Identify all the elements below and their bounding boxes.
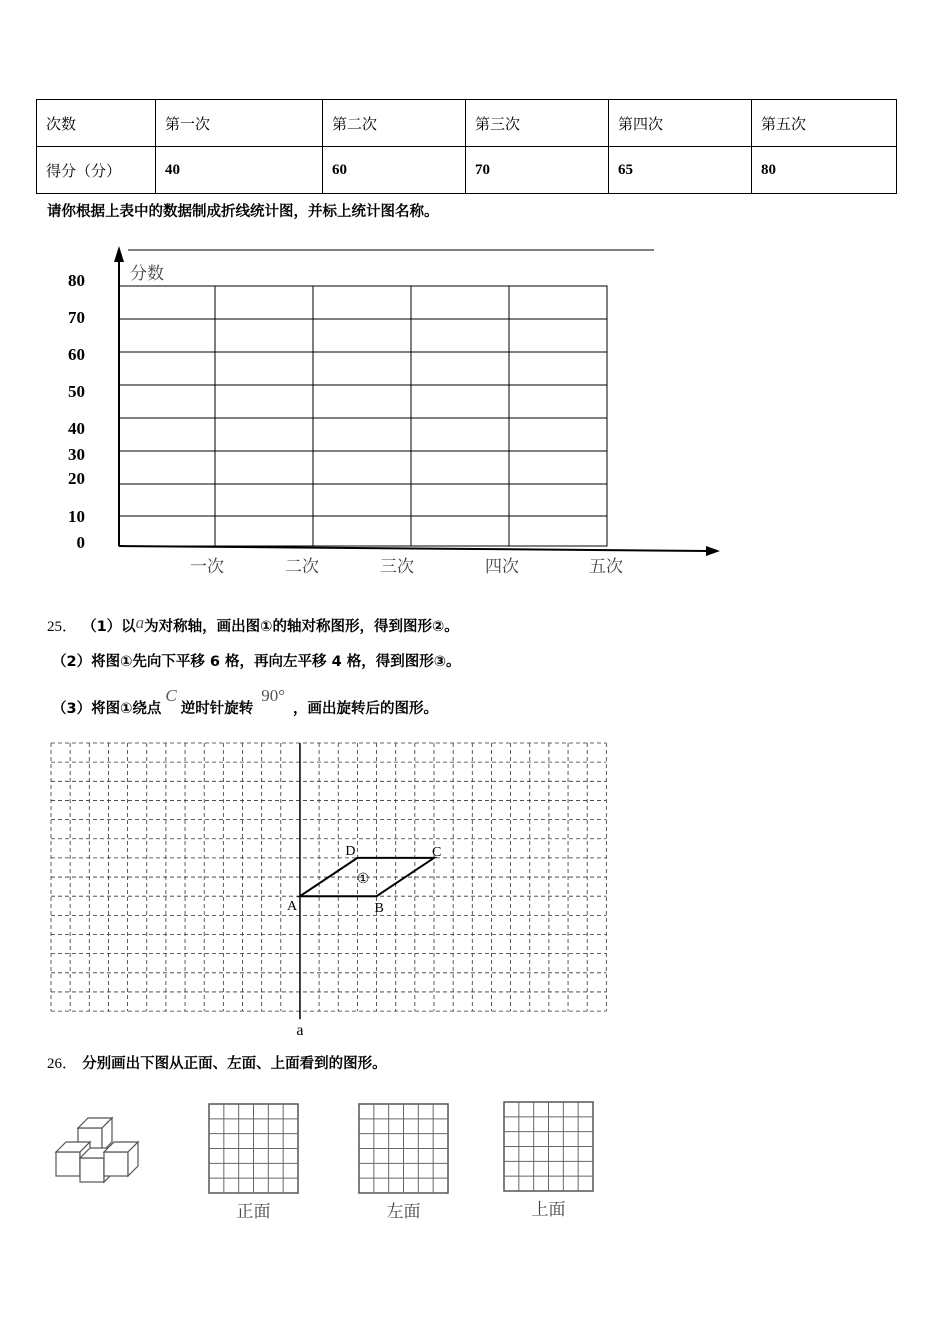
- x-axis: [119, 546, 708, 551]
- dashed-grid-figure: [0, 738, 950, 1038]
- vertex-label-c: C: [432, 844, 442, 860]
- table-row: [37, 147, 897, 194]
- y-tick-label: 50: [68, 382, 85, 401]
- vertex-label-b: B: [374, 901, 384, 917]
- vertex-label-d: D: [345, 843, 356, 859]
- table-cell: 80: [752, 147, 897, 194]
- vertex-label-a: A: [286, 899, 298, 915]
- table-cell: 60: [323, 147, 466, 194]
- axis-variable: a: [135, 613, 145, 632]
- table-cell: 65: [609, 147, 752, 194]
- q26-text: 26． 分别画出下图从正面、左面、上面看到的图形。: [47, 1056, 387, 1072]
- y-tick-label: 80: [68, 271, 85, 290]
- table-cell: 第二次: [323, 100, 466, 147]
- table-cell: 第四次: [609, 100, 752, 147]
- table-cell: 第五次: [752, 100, 897, 147]
- angle-value: 90°: [261, 686, 286, 705]
- y-tick-label: 70: [68, 308, 85, 327]
- x-axis-arrow: [706, 546, 720, 556]
- y-axis-arrow: [114, 246, 124, 262]
- x-tick-label: 二次: [285, 557, 319, 577]
- q25-line3: （3）将图①绕点C逆时针旋转90°，画出旋转后的图形。: [52, 686, 439, 717]
- view-label: 正面: [236, 1202, 271, 1222]
- view-label: 左面: [386, 1202, 421, 1222]
- table-row: [37, 100, 897, 147]
- y-tick-label: 0: [76, 533, 85, 552]
- axis-label-a: a: [296, 1022, 304, 1040]
- view-label: 上面: [531, 1200, 566, 1220]
- question-number: 26．: [47, 1056, 78, 1072]
- blank-line-chart: [0, 230, 950, 590]
- x-tick-label: 一次: [190, 557, 224, 577]
- y-tick-label: 10: [68, 507, 85, 526]
- table-cell: 40: [156, 147, 323, 194]
- table-cell: 70: [466, 147, 609, 194]
- grid-frame: [119, 286, 607, 546]
- x-tick-label: 五次: [589, 557, 623, 577]
- table-cell: 得分（分）: [37, 147, 156, 194]
- y-tick-label: 30: [68, 445, 85, 464]
- x-tick-label: 四次: [485, 557, 519, 577]
- view-grids: [0, 1098, 950, 1238]
- y-tick-label: 60: [68, 345, 85, 364]
- x-tick-label: 三次: [380, 557, 414, 577]
- q24-instruction: 请你根据上表中的数据制成折线统计图，并标上统计图名称。: [47, 204, 439, 220]
- table-cell: 次数: [37, 100, 156, 147]
- y-tick-label: 40: [68, 419, 85, 438]
- q25-line1: 25． （1）以a为对称轴，画出图①的轴对称图形，得到图形②。: [47, 613, 459, 635]
- question-number: 25．: [47, 619, 78, 635]
- q25-line2: （2）将图①先向下平移 6 格，再向左平移 4 格，得到图形③。: [52, 654, 461, 670]
- point-variable: C: [165, 686, 177, 705]
- score-table: [36, 99, 897, 194]
- y-axis-label: 分数: [130, 264, 164, 284]
- figure-label-1: ①: [356, 871, 370, 887]
- y-tick-label: 20: [68, 469, 85, 488]
- table-cell: 第一次: [156, 100, 323, 147]
- table-cell: 第三次: [466, 100, 609, 147]
